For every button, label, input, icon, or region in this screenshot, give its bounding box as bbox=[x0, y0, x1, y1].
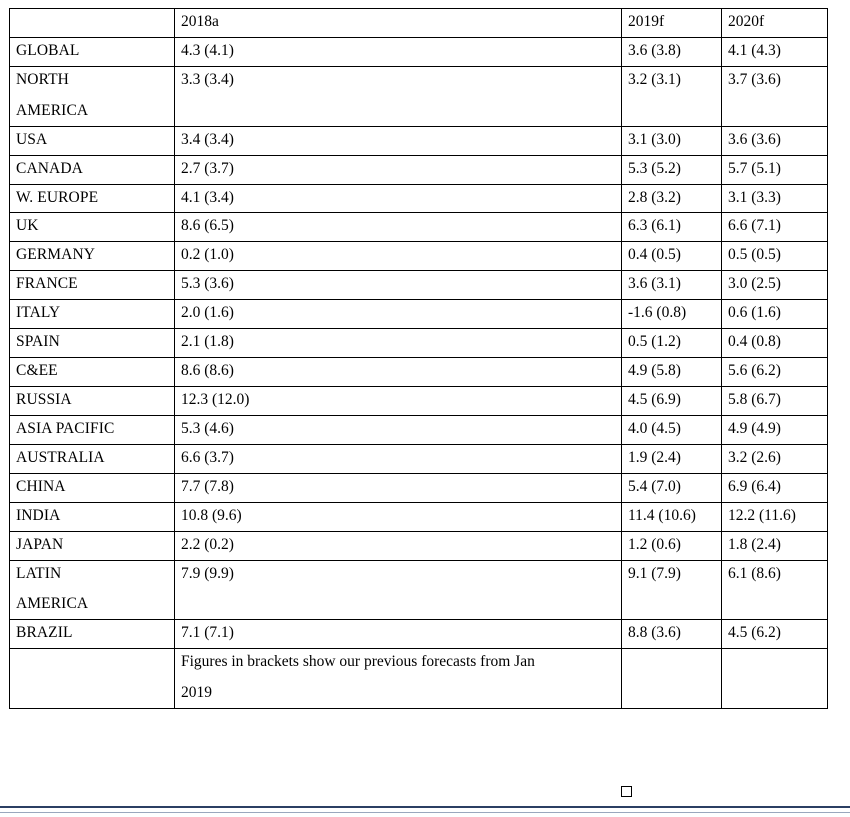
row-label: ITALY bbox=[10, 300, 175, 329]
cell-2020f: 0.6 (1.6) bbox=[722, 300, 828, 329]
row-label: GERMANY bbox=[10, 242, 175, 271]
cell-2019f: 4.5 (6.9) bbox=[622, 386, 722, 415]
cell-2019f: 0.5 (1.2) bbox=[622, 329, 722, 358]
table-row bbox=[10, 184, 828, 213]
header-cell-2018a: 2018a bbox=[175, 9, 622, 38]
cell-2020f: 5.7 (5.1) bbox=[722, 155, 828, 184]
footnote-row bbox=[10, 649, 828, 709]
cell-2020f: 3.1 (3.3) bbox=[722, 184, 828, 213]
table-row bbox=[10, 242, 828, 271]
cell-2019f: 2.8 (3.2) bbox=[622, 184, 722, 213]
cell-2019f: 3.6 (3.1) bbox=[622, 271, 722, 300]
cell-2019f: -1.6 (0.8) bbox=[622, 300, 722, 329]
footnote-spacer-cell-1 bbox=[622, 649, 722, 709]
cell-2020f: 4.1 (4.3) bbox=[722, 37, 828, 66]
cell-2018a: 5.3 (4.6) bbox=[175, 415, 622, 444]
cell-2020f: 4.9 (4.9) bbox=[722, 415, 828, 444]
cell-2018a: 12.3 (12.0) bbox=[175, 386, 622, 415]
footnote-cell bbox=[175, 649, 622, 709]
row-label: CANADA bbox=[10, 155, 175, 184]
header-cell-2020f: 2020f bbox=[722, 9, 828, 38]
cell-2020f: 5.8 (6.7) bbox=[722, 386, 828, 415]
cell-2020f: 3.6 (3.6) bbox=[722, 126, 828, 155]
row-label: CHINA bbox=[10, 473, 175, 502]
row-label: RUSSIA bbox=[10, 386, 175, 415]
cell-2020f: 0.4 (0.8) bbox=[722, 329, 828, 358]
row-label: ASIA PACIFIC bbox=[10, 415, 175, 444]
table-row bbox=[10, 620, 828, 649]
footnote-line-2: 2019 bbox=[181, 684, 212, 702]
cell-2019f: 6.3 (6.1) bbox=[622, 213, 722, 242]
cell-2018a: 10.8 (9.6) bbox=[175, 502, 622, 531]
footnote-line-1: Figures in brackets show our previous forecasts from Jan bbox=[181, 653, 535, 671]
cell-2020f: 3.7 (3.6) bbox=[722, 66, 828, 126]
object-anchor-marker bbox=[621, 786, 632, 797]
cell-2019f: 4.9 (5.8) bbox=[622, 358, 722, 387]
row-label: INDIA bbox=[10, 502, 175, 531]
row-label: AUSTRALIA bbox=[10, 444, 175, 473]
cell-2018a: 8.6 (6.5) bbox=[175, 213, 622, 242]
cell-2018a: 8.6 (8.6) bbox=[175, 358, 622, 387]
cell-2019f: 1.9 (2.4) bbox=[622, 444, 722, 473]
row-label: FRANCE bbox=[10, 271, 175, 300]
cell-2018a: 7.9 (9.9) bbox=[175, 560, 622, 620]
row-label: W. EUROPE bbox=[10, 184, 175, 213]
cell-2020f: 6.6 (7.1) bbox=[722, 213, 828, 242]
footnote-blank-cell bbox=[10, 649, 175, 709]
cell-2018a: 3.3 (3.4) bbox=[175, 66, 622, 126]
cell-2019f: 5.4 (7.0) bbox=[622, 473, 722, 502]
table-header-row bbox=[10, 9, 828, 38]
table-row bbox=[10, 415, 828, 444]
table-row bbox=[10, 473, 828, 502]
row-label-line: AMERICA bbox=[16, 595, 89, 613]
cell-2019f: 1.2 (0.6) bbox=[622, 531, 722, 560]
cell-2018a: 7.7 (7.8) bbox=[175, 473, 622, 502]
table-row bbox=[10, 560, 828, 620]
row-label bbox=[10, 66, 175, 126]
table-row bbox=[10, 358, 828, 387]
row-label: C&EE bbox=[10, 358, 175, 387]
cell-2020f: 3.0 (2.5) bbox=[722, 271, 828, 300]
table-row bbox=[10, 66, 828, 126]
footnote-spacer-cell-2 bbox=[722, 649, 828, 709]
cell-2020f: 5.6 (6.2) bbox=[722, 358, 828, 387]
table-body bbox=[10, 9, 828, 709]
header-cell-2019f: 2019f bbox=[622, 9, 722, 38]
row-label-line: NORTH bbox=[16, 70, 69, 88]
cell-2018a: 2.0 (1.6) bbox=[175, 300, 622, 329]
row-label-line: AMERICA bbox=[16, 101, 89, 119]
table-row bbox=[10, 271, 828, 300]
table-row bbox=[10, 213, 828, 242]
cell-2019f: 3.6 (3.8) bbox=[622, 37, 722, 66]
table-row bbox=[10, 329, 828, 358]
cell-2019f: 3.1 (3.0) bbox=[622, 126, 722, 155]
row-label: JAPAN bbox=[10, 531, 175, 560]
cell-2019f: 4.0 (4.5) bbox=[622, 415, 722, 444]
cell-2018a: 2.1 (1.8) bbox=[175, 329, 622, 358]
cell-2018a: 3.4 (3.4) bbox=[175, 126, 622, 155]
table-row bbox=[10, 531, 828, 560]
row-label: USA bbox=[10, 126, 175, 155]
cell-2020f: 0.5 (0.5) bbox=[722, 242, 828, 271]
cell-2020f: 6.9 (6.4) bbox=[722, 473, 828, 502]
cell-2018a: 7.1 (7.1) bbox=[175, 620, 622, 649]
row-label: SPAIN bbox=[10, 329, 175, 358]
row-label-line: LATIN bbox=[16, 564, 62, 582]
cell-2019f: 3.2 (3.1) bbox=[622, 66, 722, 126]
table-row bbox=[10, 155, 828, 184]
header-cell-blank bbox=[10, 9, 175, 38]
row-label: BRAZIL bbox=[10, 620, 175, 649]
cell-2020f: 3.2 (2.6) bbox=[722, 444, 828, 473]
cell-2020f: 12.2 (11.6) bbox=[722, 502, 828, 531]
cell-2019f: 5.3 (5.2) bbox=[622, 155, 722, 184]
table-row bbox=[10, 386, 828, 415]
table-row bbox=[10, 126, 828, 155]
cell-2018a: 4.3 (4.1) bbox=[175, 37, 622, 66]
row-label: GLOBAL bbox=[10, 37, 175, 66]
cell-2020f: 4.5 (6.2) bbox=[722, 620, 828, 649]
cell-2018a: 2.2 (0.2) bbox=[175, 531, 622, 560]
footer-divider-secondary bbox=[0, 812, 850, 813]
cell-2018a: 0.2 (1.0) bbox=[175, 242, 622, 271]
footer-divider bbox=[0, 806, 850, 808]
table-row bbox=[10, 37, 828, 66]
table-row bbox=[10, 444, 828, 473]
row-label: UK bbox=[10, 213, 175, 242]
cell-2018a: 5.3 (3.6) bbox=[175, 271, 622, 300]
row-label bbox=[10, 560, 175, 620]
cell-2019f: 8.8 (3.6) bbox=[622, 620, 722, 649]
forecast-table bbox=[9, 8, 828, 709]
cell-2019f: 9.1 (7.9) bbox=[622, 560, 722, 620]
cell-2019f: 11.4 (10.6) bbox=[622, 502, 722, 531]
cell-2020f: 6.1 (8.6) bbox=[722, 560, 828, 620]
cell-2018a: 6.6 (3.7) bbox=[175, 444, 622, 473]
table-row bbox=[10, 300, 828, 329]
table-row bbox=[10, 502, 828, 531]
cell-2020f: 1.8 (2.4) bbox=[722, 531, 828, 560]
cell-2019f: 0.4 (0.5) bbox=[622, 242, 722, 271]
cell-2018a: 4.1 (3.4) bbox=[175, 184, 622, 213]
cell-2018a: 2.7 (3.7) bbox=[175, 155, 622, 184]
